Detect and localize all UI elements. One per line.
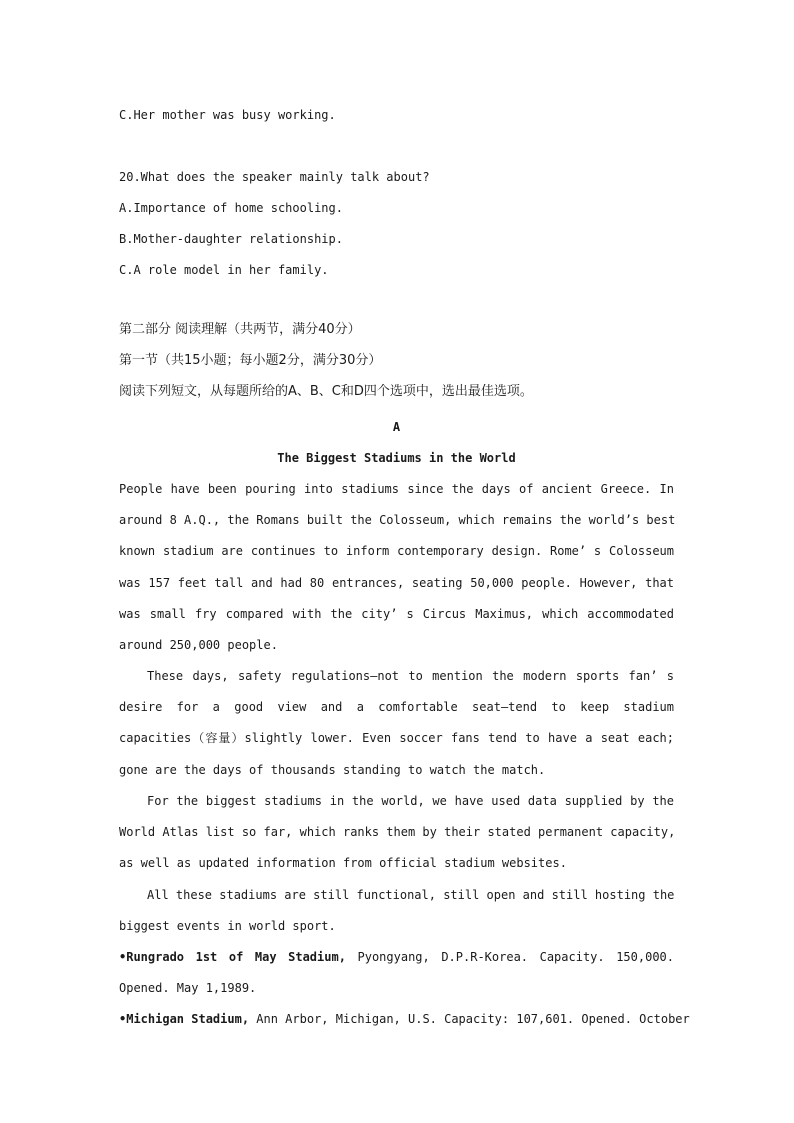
p1-line-4: was 157 feet tall and had 80 entrances, seating 50,000 people. However, that bbox=[119, 576, 674, 590]
stadium-item-1-line-2: Opened. May 1,1989. bbox=[119, 981, 257, 995]
instruction-text: 阅读下列短文，从每题所给的A、B、C和D四个选项中，选出最佳选项。 bbox=[119, 384, 533, 399]
p2-line-2: desire for a good view and a comfortable seat—tend to keep stadium bbox=[119, 700, 674, 714]
q20-option-a: A.Importance of home schooling. bbox=[119, 201, 343, 215]
p4-line-2: biggest events in world sport. bbox=[119, 919, 336, 933]
p2-line-3: capacities（容量）slightly lower. Even soccer fans tend to have a seat each; bbox=[119, 731, 674, 745]
stadium-name-1: •Rungrado 1st of May Stadium, bbox=[119, 950, 346, 964]
q19-option-c: C.Her mother was busy working. bbox=[119, 108, 336, 122]
q20-question: 20.What does the speaker mainly talk about? bbox=[119, 170, 430, 184]
stadium-details-2: Ann Arbor, Michigan, U.S. Capacity: 107,601. Opened. October bbox=[249, 1012, 690, 1026]
p2-line-1: These days, safety regulations—not to mention the modern sports fan’ s bbox=[147, 669, 674, 683]
p1-line-2: around 8 A.Q., the Romans built the Colosseum, which remains the world’s best bbox=[119, 513, 676, 527]
q20-option-b: B.Mother-daughter relationship. bbox=[119, 232, 343, 246]
q20-option-c: C.A role model in her family. bbox=[119, 263, 329, 277]
p1-line-1: People have been pouring into stadiums since the days of ancient Greece. In bbox=[119, 482, 674, 496]
passage-title: The Biggest Stadiums in the World bbox=[277, 451, 516, 465]
p3-line-3: as well as updated information from official stadium websites. bbox=[119, 856, 567, 870]
stadium-item-1 bbox=[119, 949, 674, 965]
p1-line-5: was small fry compared with the city’ s Circus Maximus, which accommodated bbox=[119, 607, 674, 621]
stadium-name-2: •Michigan Stadium, bbox=[119, 1012, 250, 1026]
passage-letter: A bbox=[392, 420, 401, 434]
p1-line-3: known stadium are continues to inform contemporary design. Rome’ s Colosseum bbox=[119, 544, 674, 558]
section-heading: 第一节（共15小题；每小题2分，满分30分） bbox=[119, 353, 382, 368]
p3-line-2: World Atlas list so far, which ranks them by their stated permanent capacity, bbox=[119, 825, 676, 839]
p2-line-4: gone are the days of thousands standing to watch the match. bbox=[119, 763, 546, 777]
p3-line-1: For the biggest stadiums in the world, we have used data supplied by the bbox=[147, 794, 674, 808]
part-heading: 第二部分 阅读理解（共两节，满分40分） bbox=[119, 322, 361, 337]
p4-line-1: All these stadiums are still functional, still open and still hosting the bbox=[147, 888, 675, 902]
stadium-item-2 bbox=[119, 1011, 690, 1027]
p1-line-6: around 250,000 people. bbox=[119, 638, 278, 652]
stadium-details-1: Pyongyang, D.P.R-Korea. Capacity. 150,000. bbox=[345, 950, 674, 964]
